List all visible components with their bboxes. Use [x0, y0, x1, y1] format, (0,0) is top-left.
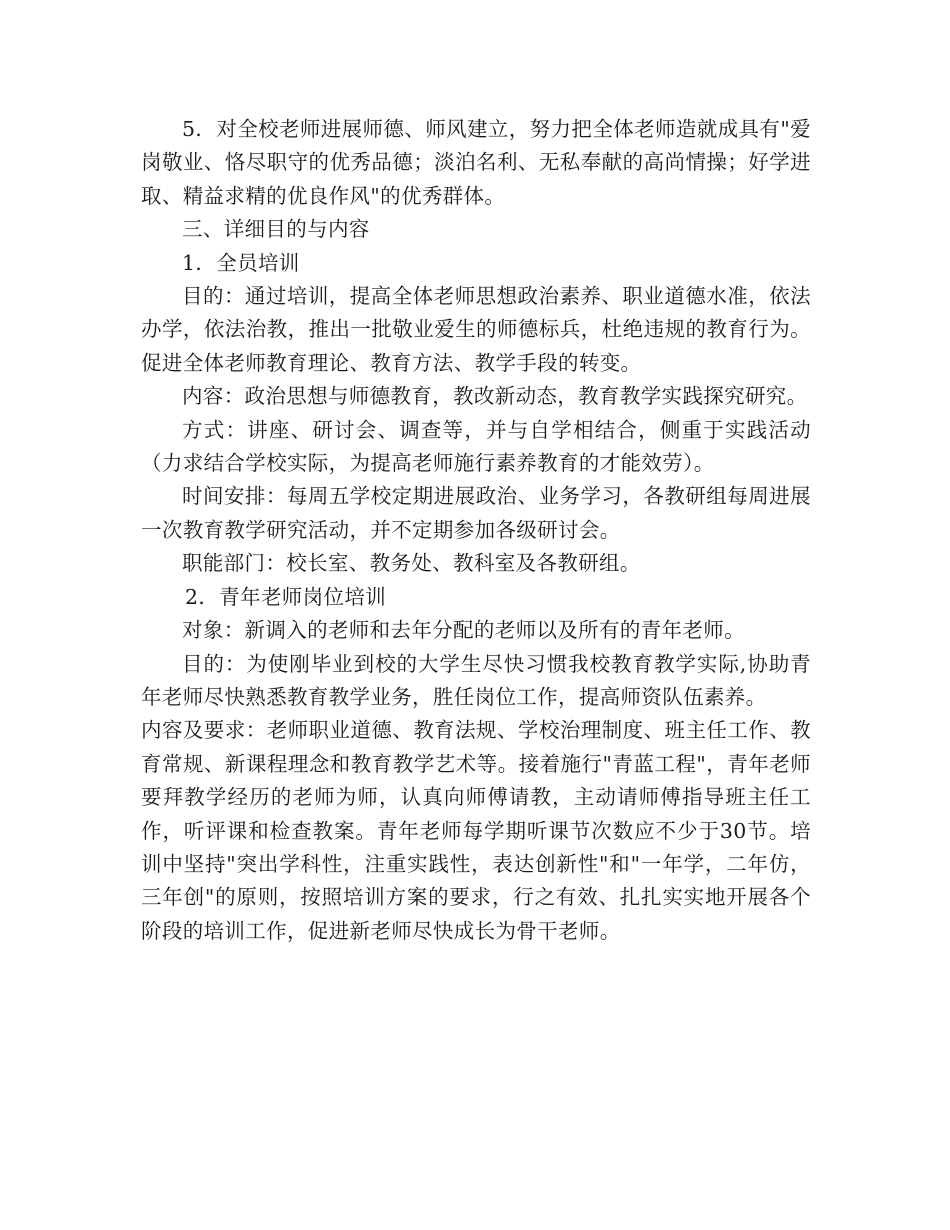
paragraph-training-schedule: 时间安排：每周五学校定期进展政治、业务学习，各教研组每周进展一次教育教学研究活动，并不定期参加各级研讨会。 — [141, 484, 811, 542]
paragraph-responsible-departments: 职能部门：校长室、教务处、教科室及各教研组。 — [182, 551, 641, 576]
paragraph-training-content: 内容：政治思想与师德教育，教改新动态，教育教学实践探究研究。 — [182, 384, 808, 409]
paragraph-training-method: 方式：讲座、研讨会、调查等，并与自学相结合，侧重于实践活动（力求结合学校实际，为提高老师施行素养教育的才能效劳）。 — [141, 417, 811, 476]
paragraph-content-requirements: 内容及要求：老师职业道德、教育法规、学校治理制度、班主任工作、教育常规、新课程理念和教育教学艺术等。接着施行"青蓝工程"，青年老师要拜教学经历的老师为师，认真向师傅请教，主动请师傅指导班主任工作，听评课和检查教案。青年老师每学期听课节次数应不少于30节。培训中坚持"突出学科性，注重实践性，表达创新性"和"一年学，二年仿，三年创"的原则，按照培训方案的要求，行之有效、扎扎实实地开展各个阶段的培训工作，促进新老师尽快成长为骨干老师。 — [141, 718, 811, 943]
subheading-all-staff-training: 1．全员培训 — [182, 250, 300, 275]
section-heading-goals-content: 三、详细目的与内容 — [182, 217, 370, 242]
subheading-young-teacher-training: 2．青年老师岗位培训 — [185, 584, 387, 609]
paragraph-target-audience: 对象：新调入的老师和去年分配的老师以及所有的青年老师。 — [182, 618, 745, 643]
paragraph-training-purpose: 目的：通过培训，提高全体老师思想政治素养、职业道德水准，依法办学，依法治教，推出一批敬业爱生的师德标兵，杜绝违规的教育行为。促进全体老师教育理论、教育方法、教学手段的转变。 — [141, 284, 811, 375]
paragraph-teacher-ethics: 5．对全校老师进展师德、师风建立，努力把全体老师造就成具有"爱岗敬业、恪尽职守的优秀品德；淡泊名利、无私奉献的高尚情操；好学进取、精益求精的优良作风"的优秀群体。 — [141, 117, 811, 208]
paragraph-young-teacher-purpose: 目的：为使刚毕业到校的大学生尽快习惯我校教育教学实际,协助青年老师尽快熟悉教育教学业务，胜任岗位工作，提高师资队伍素养。 — [141, 651, 811, 709]
document-body — [141, 113, 811, 948]
